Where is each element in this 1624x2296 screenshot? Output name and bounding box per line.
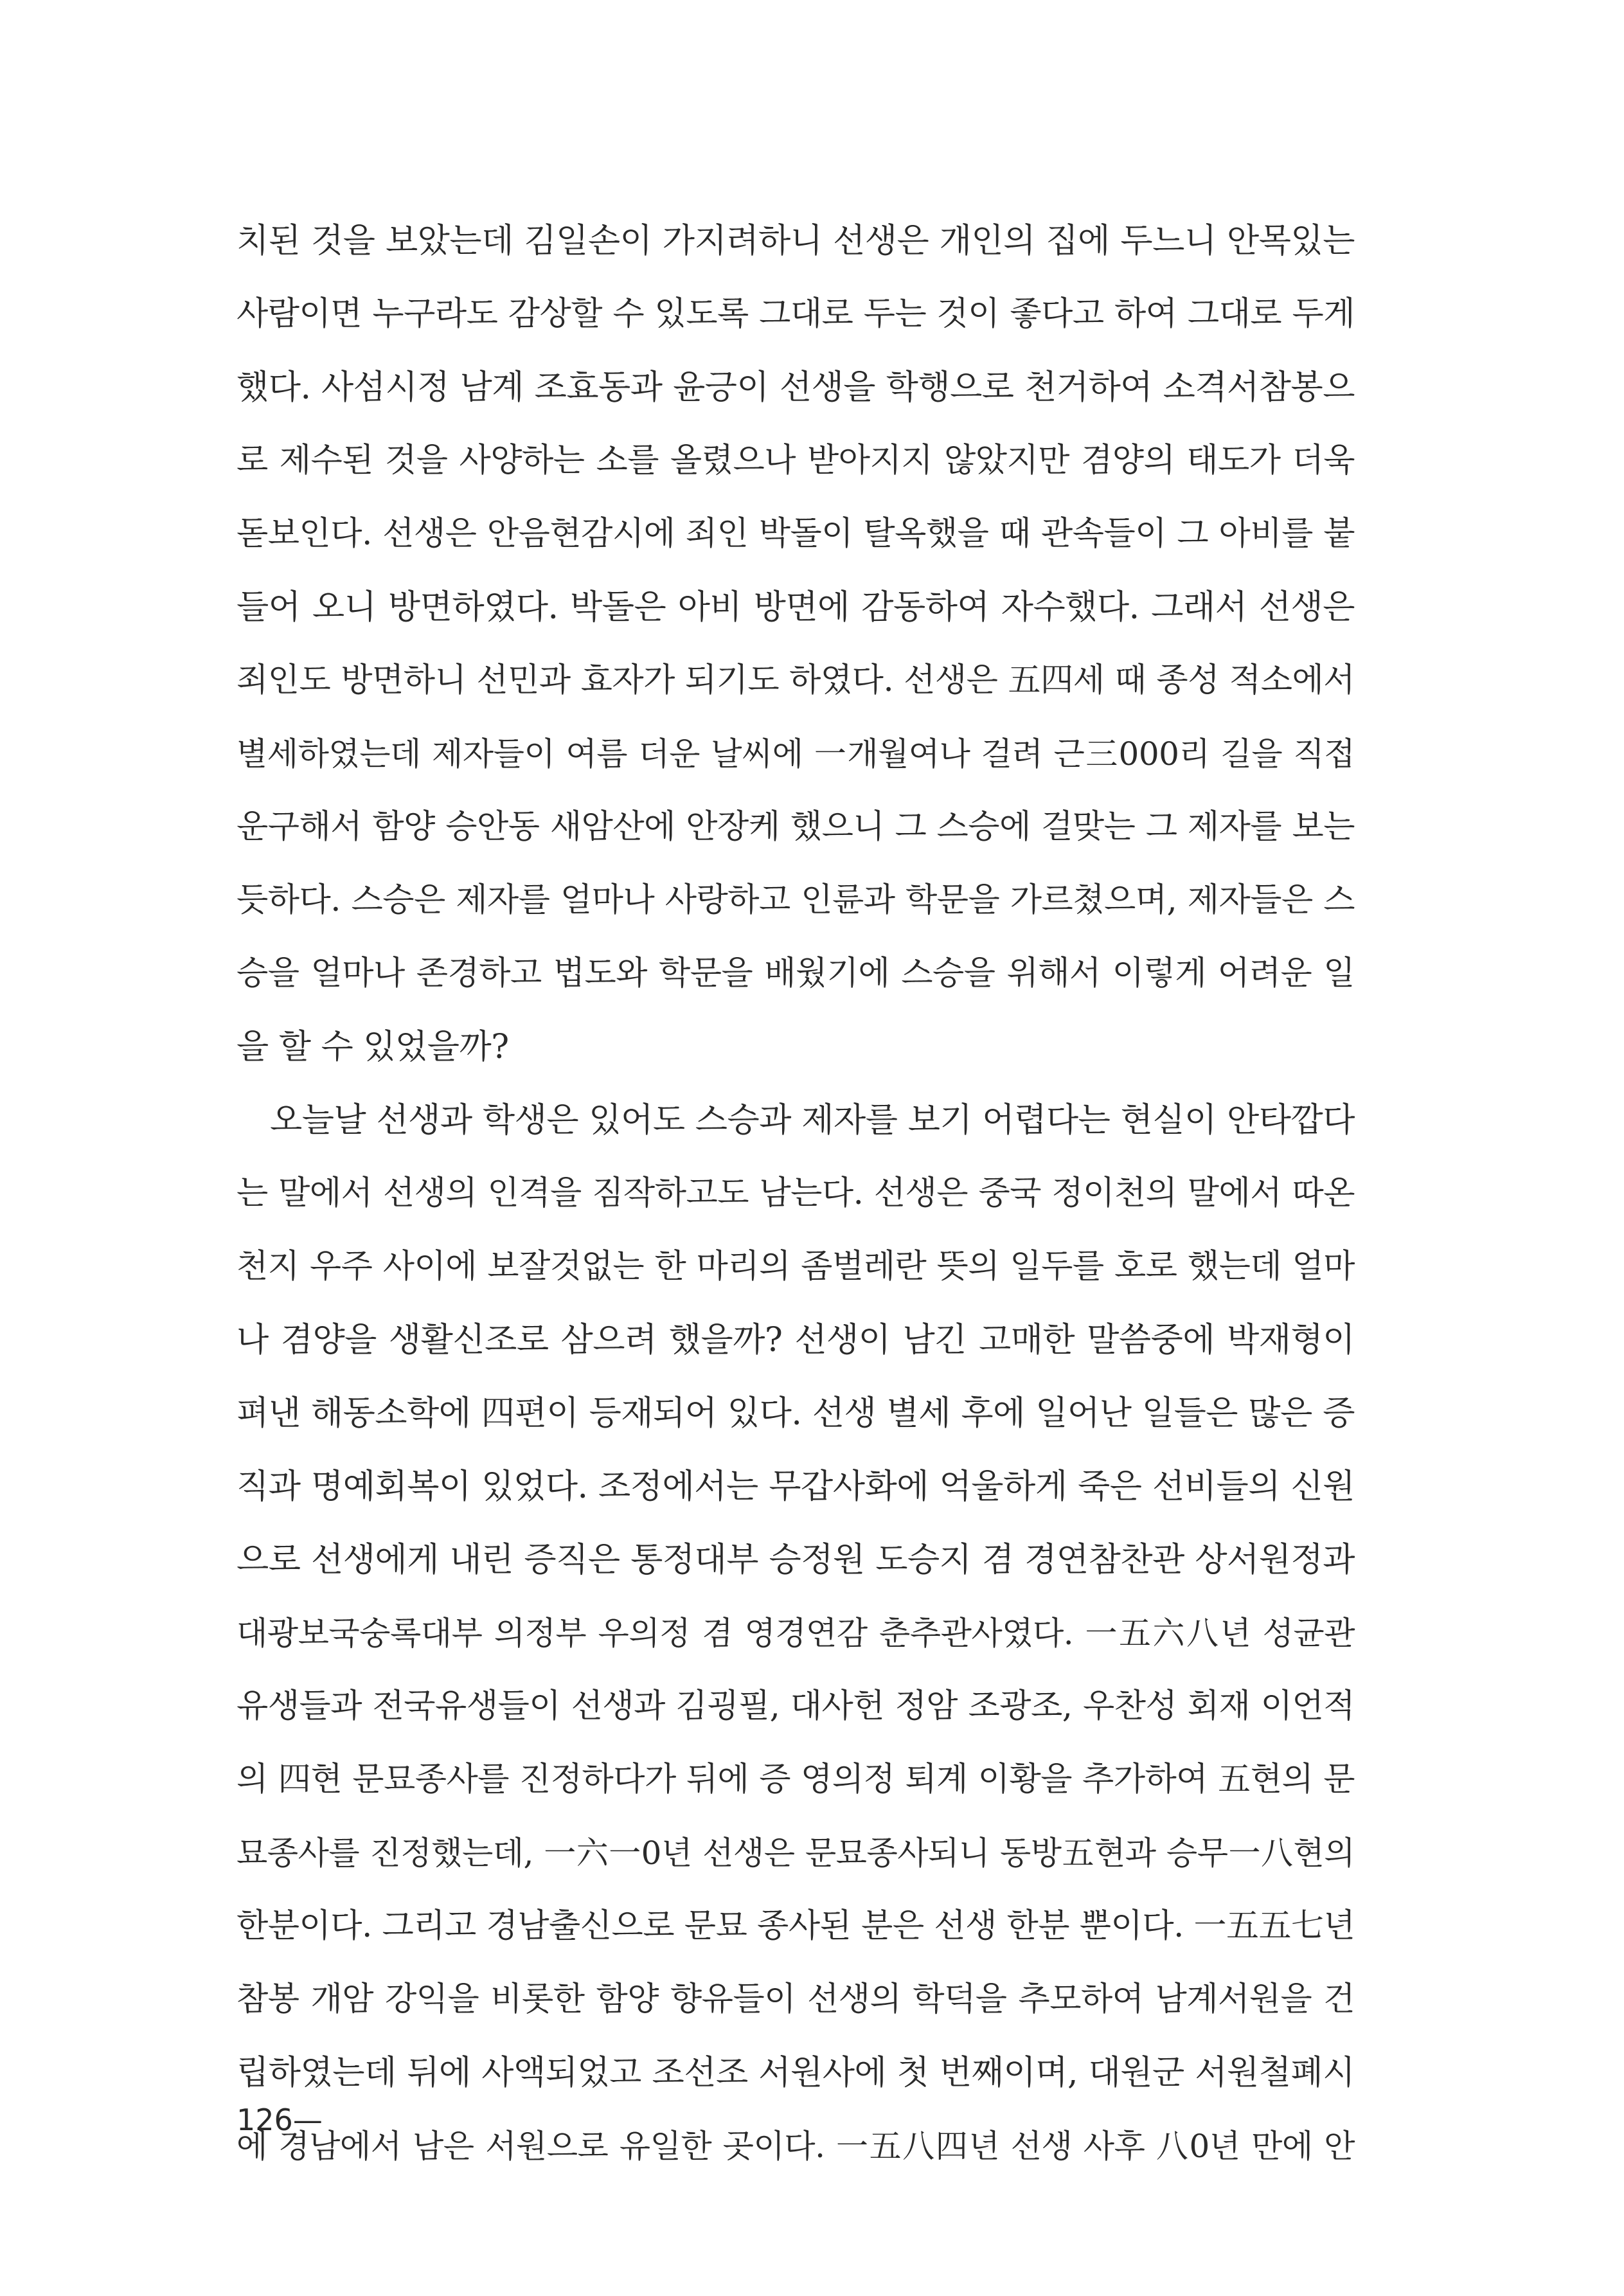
text-line: 묘종사를 진정했는데, 一六一0년 선생은 문묘종사되니 동방五현과 승무一八현의 (236, 1834, 1355, 1872)
text-line: 을 할 수 있었을까? (236, 1028, 509, 1066)
page-number (236, 2101, 323, 2139)
text-line: 치된 것을 보았는데 김일손이 가지려하니 선생은 개인의 집에 두느니 안목있는 (236, 222, 1355, 260)
paragraph-2 (236, 1084, 1355, 2183)
text-line: 나 겸양을 생활신조로 삼으려 했을까? 선생이 남긴 고매한 말씀중에 박재형이 (236, 1321, 1355, 1359)
text-line: 별세하였는데 제자들이 여름 더운 날씨에 一개월여나 걸려 근三000리 길을 직접 (236, 735, 1355, 773)
page-number-dash: — (292, 2103, 323, 2137)
text-line: 천지 우주 사이에 보잘것없는 한 마리의 좀벌레란 뜻의 일두를 호로 했는데 얼마 (236, 1248, 1355, 1286)
text-line: 는 말에서 선생의 인격을 짐작하고도 남는다. 선생은 중국 정이천의 말에서 따온 (236, 1174, 1355, 1212)
page-number-value: 126 (236, 2103, 293, 2137)
paragraph-1 (236, 204, 1355, 1084)
text-line: 운구해서 함양 승안동 새암산에 안장케 했으니 그 스승에 걸맞는 그 제자를 보는 (236, 808, 1355, 846)
text-line: 의 四현 문묘종사를 진정하다가 뒤에 증 영의정 퇴계 이황을 추가하여 五현의 문 (236, 1761, 1355, 1798)
text-line: 로 제수된 것을 사양하는 소를 올렸으나 받아지지 않았지만 겸양의 태도가 더욱 (236, 442, 1355, 480)
text-line: 에 경남에서 남은 서원으로 유일한 곳이다. 一五八四년 선생 사후 八0년 만에 안 (236, 2128, 1355, 2165)
text-line: 립하였는데 뒤에 사액되었고 조선조 서원사에 첫 번째이며, 대원군 서원철폐시 (236, 2054, 1355, 2092)
text-line: 죄인도 방면하니 선민과 효자가 되기도 하였다. 선생은 五四세 때 종성 적소에서 (236, 661, 1355, 699)
text-line: 한분이다. 그리고 경남출신으로 문묘 종사된 분은 선생 한분 뿐이다. 一五五七년 (236, 1907, 1355, 1945)
text-line: 대광보국숭록대부 의정부 우의정 겸 영경연감 춘추관사였다. 一五六八년 성균관 (236, 1615, 1355, 1652)
text-line: 직과 명예회복이 있었다. 조정에서는 무갑사화에 억울하게 죽은 선비들의 신원 (236, 1467, 1355, 1506)
text-line: 유생들과 전국유생들이 선생과 김굉필, 대사헌 정암 조광조, 우찬성 회재 이언적 (236, 1687, 1355, 1725)
text-line: 들어 오니 방면하였다. 박돌은 아비 방면에 감동하여 자수했다. 그래서 선생은 (236, 588, 1355, 627)
text-line: 참봉 개암 강익을 비롯한 함양 향유들이 선생의 학덕을 추모하여 남계서원을 건 (236, 1980, 1355, 2018)
text-line: 승을 얼마나 존경하고 법도와 학문을 배웠기에 스승을 위해서 이렇게 어려운 일 (236, 955, 1355, 992)
text-line: 사람이면 누구라도 감상할 수 있도록 그대로 두는 것이 좋다고 하여 그대로 두게 (236, 295, 1355, 333)
text-line: 돋보인다. 선생은 안음현감시에 죄인 박돌이 탈옥했을 때 관속들이 그 아비를 붙 (236, 515, 1355, 553)
text-line: 오늘날 선생과 학생은 있어도 스승과 제자를 보기 어렵다는 현실이 안타깝다 (270, 1101, 1355, 1140)
body-text (236, 204, 1355, 2183)
text-line: 듯하다. 스승은 제자를 얼마나 사랑하고 인륜과 학문을 가르쳤으며, 제자들은 스 (236, 881, 1355, 919)
text-line: 했다. 사섬시정 남계 조효동과 윤긍이 선생을 학행으로 천거하여 소격서참봉으 (236, 368, 1355, 407)
text-line: 으로 선생에게 내린 증직은 통정대부 승정원 도승지 겸 경연참찬관 상서원정과 (236, 1541, 1355, 1579)
text-line: 펴낸 해동소학에 四편이 등재되어 있다. 선생 별세 후에 일어난 일들은 많은 증 (236, 1394, 1355, 1433)
